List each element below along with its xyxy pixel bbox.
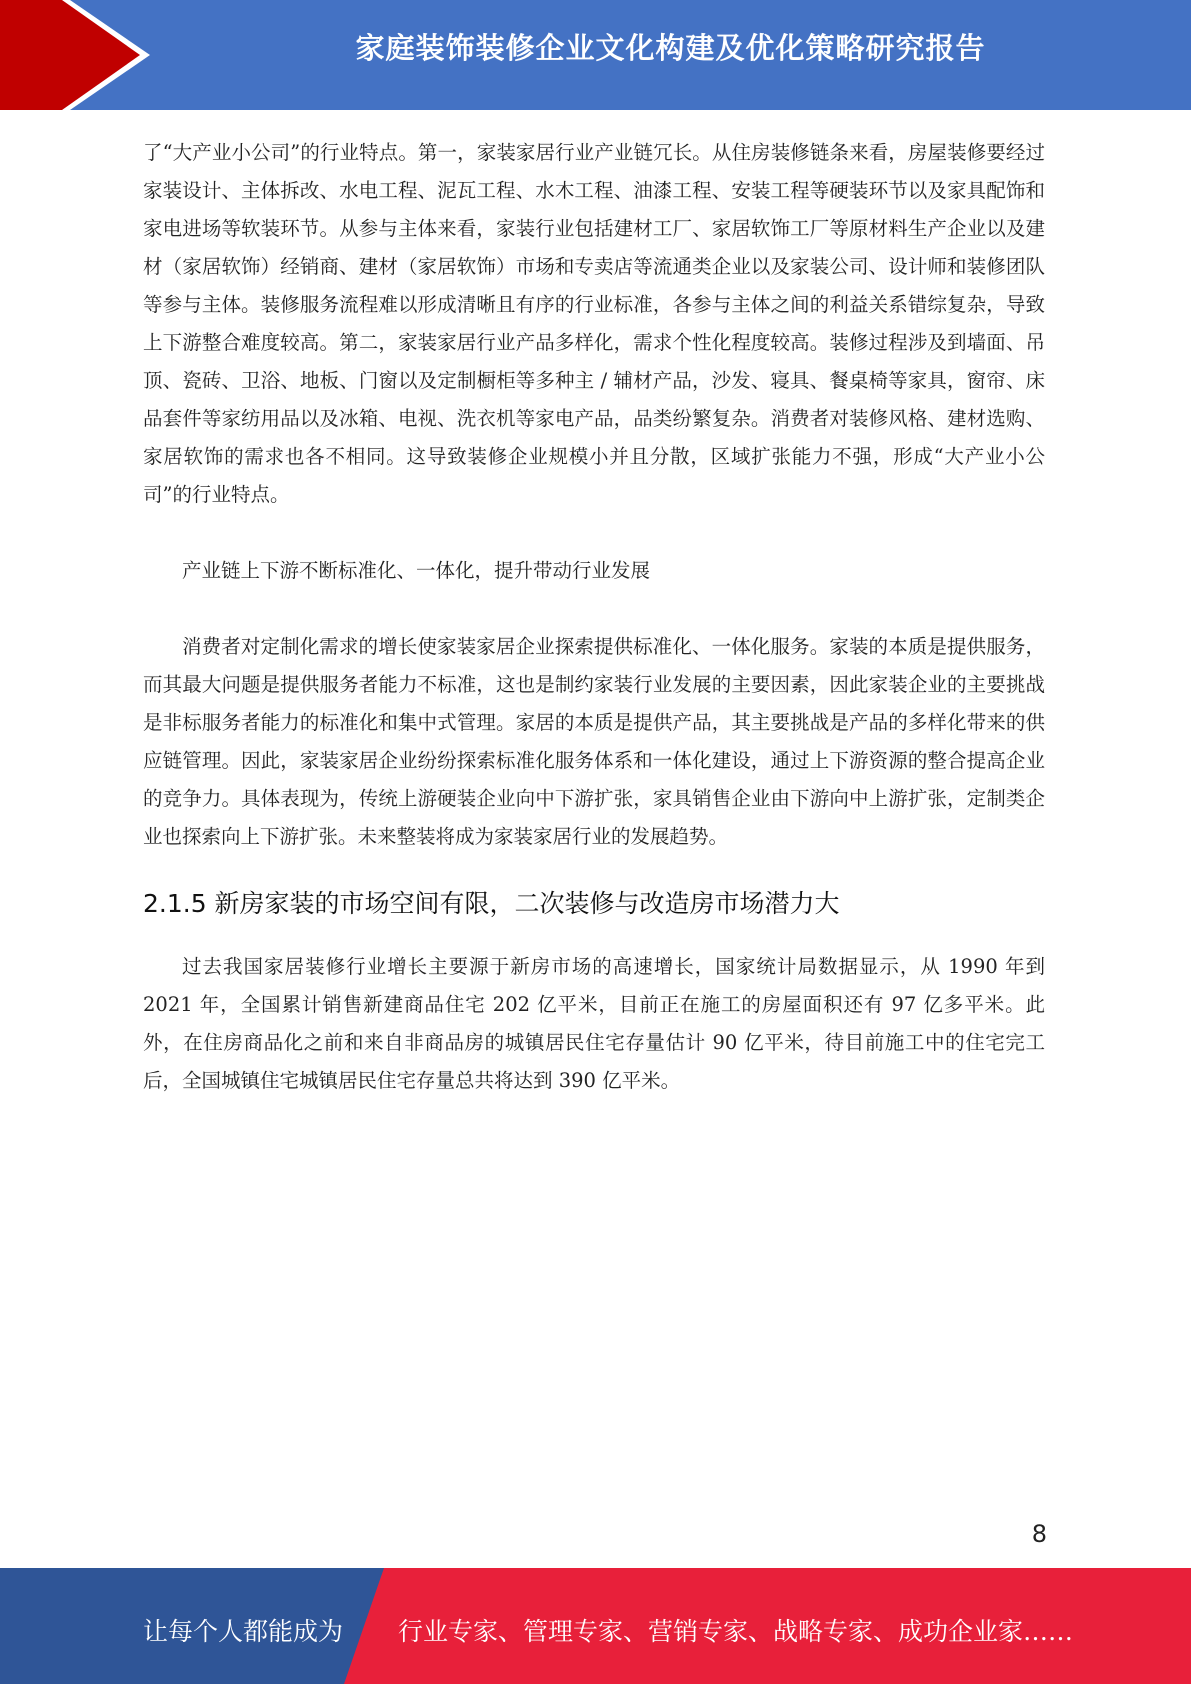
body-paragraph: 消费者对定制化需求的增长使家装家居企业探索提供标准化、一体化服务。家装的本质是提供服务，而其最大问题是提供服务者能力不标准，这也是制约家装行业发展的主要因素，因此家装企业的主要挑战是非标服务者能力的标准化和集中式管理。家居的本质是提供产品，其主要挑战是产品的多样化带来的供应链管理。因此，家装家居企业纷纷探索标准化服务体系和一体化建设，通过上下游资源的整合提高企业的竞争力。具体表现为，传统上游硬装企业向中下游扩张，家具销售企业由下游向中上游扩张，定制类企业也探索向上下游扩张。未来整装将成为家装家居行业的发展趋势。 <box>143 635 1045 848</box>
section-heading: 2.1.5 新房家装的市场空间有限，二次装修与改造房市场潜力大 <box>143 889 840 918</box>
body-paragraph: 了“大产业小公司”的行业特点。第一，家装家居行业产业链冗长。从住房装修链条来看，房屋装修要经过家装设计、主体拆改、水电工程、泥瓦工程、水木工程、油漆工程、安装工程等硬装环节以及家具配饰和家电进场等软装环节。从参与主体来看，家装行业包括建材工厂、家居软饰工厂等原材料生产企业以及建材（家居软饰）经销商、建材（家居软饰）市场和专卖店等流通类企业以及家装公司、设计师和装修团队等参与主体。装修服务流程难以形成清晰且有序的行业标准，各参与主体之间的利益关系错综复杂，导致上下游整合难度较高。第二，家装家居行业产品多样化，需求个性化程度较高。装修过程涉及到墙面、吊顶、瓷砖、卫浴、地板、门窗以及定制橱柜等多种主 / 辅材产品，沙发、寝具、餐桌椅等家具，窗帘、床品套件等家纺用品以及冰箱、电视、洗衣机等家电产品，品类纷繁复杂。消费者对装修风格、建材选购、家居软饰的需求也各不相同。这导致装修企业规模小并且分散，区域扩张能力不强，形成“大产业小公司”的行业特点。 <box>143 141 1045 506</box>
footer-slogan: 让每个人都能成为 <box>143 1617 344 1646</box>
page-number: 8 <box>1031 1520 1047 1548</box>
footer-tagline: 行业专家、管理专家、营销专家、战略专家、成功企业家…… <box>398 1617 1074 1646</box>
body-paragraph: 过去我国家居装修行业增长主要源于新房市场的高速增长，国家统计局数据显示，从 1990 年到 2021 年，全国累计销售新建商品住宅 202 亿平米，目前正在施工的房屋面积还有 97 亿多平米。此外，在住房商品化之前和来自非商品房的城镇居民住宅存量估计 90 亿平米，待目前施工中的住宅完工后，全国城镇住宅城镇居民住宅存量总共将达到 390 亿平米。 <box>143 955 1045 1092</box>
page-header <box>0 0 1191 110</box>
page-footer <box>0 1568 1191 1684</box>
document-title: 家庭装饰装修企业文化构建及优化策略研究报告 <box>355 31 986 65</box>
subheading-paragraph: 产业链上下游不断标准化、一体化，提升带动行业发展 <box>182 559 651 582</box>
page-body <box>143 134 1045 1100</box>
